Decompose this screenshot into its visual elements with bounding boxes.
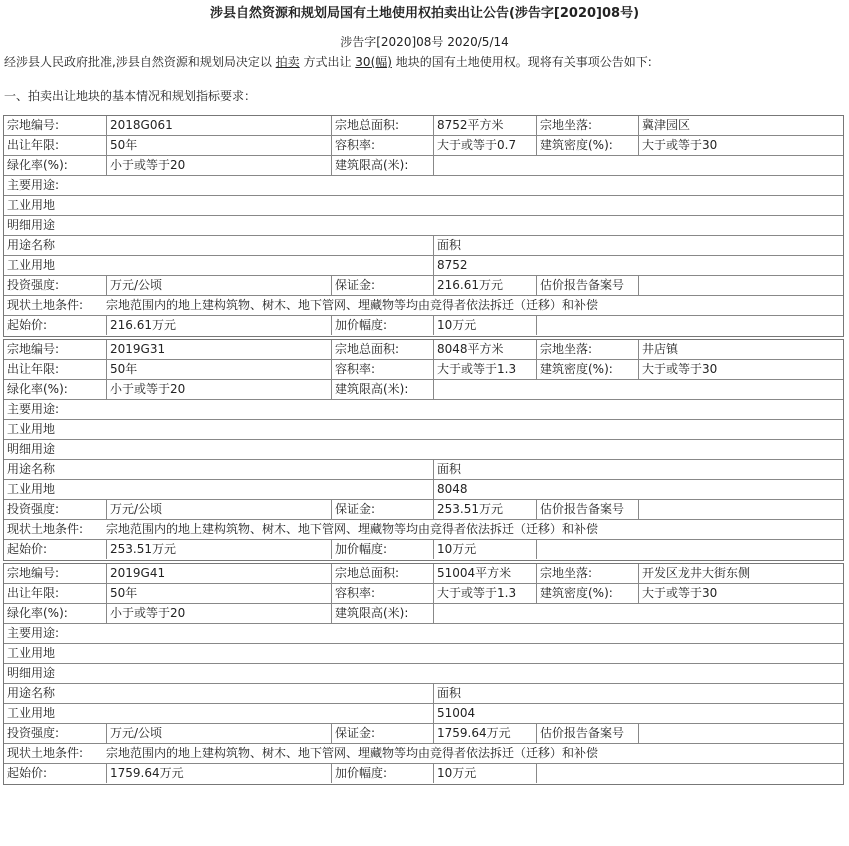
deposit-label: 保证金: <box>331 500 433 519</box>
parcel-table <box>3 563 844 785</box>
density-label: 建筑密度(%): <box>536 360 638 379</box>
page-title: 涉县自然资源和规划局国有土地使用权拍卖出让公告(涉告字[2020]08号) <box>209 6 640 21</box>
location-label: 宗地坐落: <box>536 116 638 135</box>
deposit-value: 216.61万元 <box>433 276 536 295</box>
table-row <box>4 256 843 276</box>
table-row <box>4 176 843 196</box>
appraisal-label: 估价报告备案号 <box>536 500 638 519</box>
table-row <box>4 664 843 684</box>
appraisal-value <box>638 500 843 519</box>
notice-meta: 涉告字[2020]08号 2020/5/14 <box>340 35 509 49</box>
main-use-label: 主要用途: <box>7 626 60 640</box>
table-row <box>4 236 843 256</box>
location-value: 冀津园区 <box>638 116 843 135</box>
height-value <box>433 604 843 623</box>
density-label: 建筑密度(%): <box>536 584 638 603</box>
code-value: 2018G061 <box>106 116 331 135</box>
table-row <box>4 764 843 784</box>
term-label: 出让年限: <box>7 586 60 600</box>
condition-label: 现状土地条件: <box>7 522 84 536</box>
term-value: 50年 <box>106 360 331 379</box>
intro-paragraph <box>0 52 849 72</box>
main-use-label: 主要用途: <box>7 402 60 416</box>
area-label: 宗地总面积: <box>331 116 433 135</box>
parcel-table <box>3 339 844 561</box>
intro-before: 经涉县人民政府批准,涉县自然资源和规划局决定以 <box>4 55 276 69</box>
start-price-label: 起始价: <box>7 542 48 556</box>
height-label: 建筑限高(米): <box>331 604 433 623</box>
table-row <box>4 276 843 296</box>
intro-method: 拍卖 <box>275 55 300 69</box>
table-row <box>4 196 843 216</box>
height-label: 建筑限高(米): <box>331 380 433 399</box>
invest-value: 万元/公顷 <box>106 724 331 743</box>
table-row <box>4 500 843 520</box>
location-value: 井店镇 <box>638 340 843 359</box>
table-row <box>4 704 843 724</box>
parcel-table <box>3 115 844 337</box>
code-label: 宗地编号: <box>7 566 60 580</box>
area-label: 宗地总面积: <box>331 340 433 359</box>
use-name-value: 工业用地 <box>7 258 56 272</box>
height-value <box>433 380 843 399</box>
table-row <box>4 420 843 440</box>
area-value: 8752平方米 <box>433 116 536 135</box>
green-label: 绿化率(%): <box>7 158 68 172</box>
table-row <box>4 520 843 540</box>
table-row <box>4 136 843 156</box>
invest-label: 投资强度: <box>7 726 60 740</box>
condition-value: 宗地范围内的地上建构筑物、树木、地下管网、埋藏物等均由竞得者依法拆迁（迁移）和补偿 <box>106 746 599 760</box>
green-value: 小于或等于20 <box>106 604 331 623</box>
far-label: 容积率: <box>331 360 433 379</box>
use-area-label: 面积 <box>433 684 843 703</box>
density-value: 大于或等于30 <box>638 584 843 603</box>
code-value: 2019G41 <box>106 564 331 583</box>
increment-value: 10万元 <box>433 316 536 335</box>
code-label: 宗地编号: <box>7 118 60 132</box>
empty-cell <box>536 540 843 559</box>
use-area-value: 8752 <box>433 256 843 275</box>
main-use-value: 工业用地 <box>7 646 56 660</box>
main-use-value: 工业用地 <box>7 422 56 436</box>
deposit-value: 1759.64万元 <box>433 724 536 743</box>
appraisal-value <box>638 724 843 743</box>
detail-use-label: 明细用途 <box>7 666 56 680</box>
table-row <box>4 604 843 624</box>
area-value: 8048平方米 <box>433 340 536 359</box>
section-heading: 一、拍卖出让地块的基本情况和规划指标要求： <box>4 89 257 103</box>
invest-label: 投资强度: <box>7 278 60 292</box>
increment-value: 10万元 <box>433 540 536 559</box>
table-row <box>4 216 843 236</box>
intro-count: 30(幅) <box>355 55 392 69</box>
use-name-value: 工业用地 <box>7 706 56 720</box>
table-row <box>4 400 843 420</box>
density-label: 建筑密度(%): <box>536 136 638 155</box>
condition-value: 宗地范围内的地上建构筑物、树木、地下管网、埋藏物等均由竞得者依法拆迁（迁移）和补偿 <box>106 522 599 536</box>
use-name-label: 用途名称 <box>7 686 56 700</box>
start-price-label: 起始价: <box>7 318 48 332</box>
increment-value: 10万元 <box>433 764 536 783</box>
term-value: 50年 <box>106 584 331 603</box>
appraisal-label: 估价报告备案号 <box>536 724 638 743</box>
table-row <box>4 624 843 644</box>
detail-use-label: 明细用途 <box>7 442 56 456</box>
table-row <box>4 460 843 480</box>
use-area-value: 8048 <box>433 480 843 499</box>
use-area-label: 面积 <box>433 460 843 479</box>
use-name-value: 工业用地 <box>7 482 56 496</box>
use-area-value: 51004 <box>433 704 843 723</box>
start-price-value: 253.51万元 <box>106 540 331 559</box>
green-value: 小于或等于20 <box>106 156 331 175</box>
table-row <box>4 296 843 316</box>
increment-label: 加价幅度: <box>331 540 433 559</box>
table-row <box>4 116 843 136</box>
intro-middle: 方式出让 <box>299 55 356 69</box>
area-label: 宗地总面积: <box>331 564 433 583</box>
table-row <box>4 724 843 744</box>
table-row <box>4 360 843 380</box>
green-label: 绿化率(%): <box>7 606 68 620</box>
appraisal-value <box>638 276 843 295</box>
table-row <box>4 340 843 360</box>
empty-cell <box>536 764 843 783</box>
use-area-label: 面积 <box>433 236 843 255</box>
use-name-label: 用途名称 <box>7 462 56 476</box>
table-row <box>4 156 843 176</box>
location-label: 宗地坐落: <box>536 564 638 583</box>
main-use-label: 主要用途: <box>7 178 60 192</box>
far-value: 大于或等于1.3 <box>433 584 536 603</box>
table-row <box>4 584 843 604</box>
start-price-value: 1759.64万元 <box>106 764 331 783</box>
invest-value: 万元/公顷 <box>106 500 331 519</box>
density-value: 大于或等于30 <box>638 136 843 155</box>
table-row <box>4 380 843 400</box>
deposit-value: 253.51万元 <box>433 500 536 519</box>
condition-label: 现状土地条件: <box>7 746 84 760</box>
table-row <box>4 480 843 500</box>
use-name-label: 用途名称 <box>7 238 56 252</box>
green-value: 小于或等于20 <box>106 380 331 399</box>
deposit-label: 保证金: <box>331 276 433 295</box>
term-label: 出让年限: <box>7 362 60 376</box>
detail-use-label: 明细用途 <box>7 218 56 232</box>
far-label: 容积率: <box>331 136 433 155</box>
code-label: 宗地编号: <box>7 342 60 356</box>
location-label: 宗地坐落: <box>536 340 638 359</box>
intro-after: 地块的国有土地使用权。现将有关事项公告如下: <box>391 55 652 69</box>
term-value: 50年 <box>106 136 331 155</box>
invest-label: 投资强度: <box>7 502 60 516</box>
term-label: 出让年限: <box>7 138 60 152</box>
start-price-value: 216.61万元 <box>106 316 331 335</box>
start-price-label: 起始价: <box>7 766 48 780</box>
table-row <box>4 316 843 336</box>
green-label: 绿化率(%): <box>7 382 68 396</box>
density-value: 大于或等于30 <box>638 360 843 379</box>
code-value: 2019G31 <box>106 340 331 359</box>
far-label: 容积率: <box>331 584 433 603</box>
increment-label: 加价幅度: <box>331 764 433 783</box>
table-row <box>4 540 843 560</box>
table-row <box>4 644 843 664</box>
empty-cell <box>536 316 843 335</box>
table-row <box>4 440 843 460</box>
height-label: 建筑限高(米): <box>331 156 433 175</box>
table-row <box>4 744 843 764</box>
appraisal-label: 估价报告备案号 <box>536 276 638 295</box>
far-value: 大于或等于1.3 <box>433 360 536 379</box>
area-value: 51004平方米 <box>433 564 536 583</box>
condition-label: 现状土地条件: <box>7 298 84 312</box>
parcels-container <box>0 115 849 785</box>
table-row <box>4 564 843 584</box>
height-value <box>433 156 843 175</box>
invest-value: 万元/公顷 <box>106 276 331 295</box>
far-value: 大于或等于0.7 <box>433 136 536 155</box>
main-use-value: 工业用地 <box>7 198 56 212</box>
deposit-label: 保证金: <box>331 724 433 743</box>
increment-label: 加价幅度: <box>331 316 433 335</box>
location-value: 开发区龙井大街东侧 <box>638 564 843 583</box>
condition-value: 宗地范围内的地上建构筑物、树木、地下管网、埋藏物等均由竞得者依法拆迁（迁移）和补偿 <box>106 298 599 312</box>
table-row <box>4 684 843 704</box>
